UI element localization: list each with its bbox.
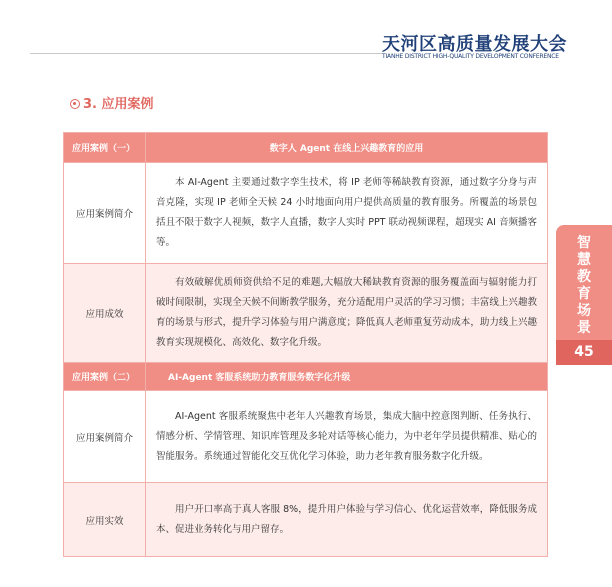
target-bullet-icon	[70, 99, 80, 109]
row-text: 本 AI-Agent 主要通过数字孪生技术，将 IP 老师等稀缺教育资源，通过数字分身与声音克隆，实现 IP 老师全天候 24 小时地面向用户提供高质量的教育服务。所覆盖的场景包括且不限于数字人视频，数字人直播，数字人实时 PPT 联动视频课程，超现实 AI 音频播客等。	[156, 177, 537, 248]
header-rule	[30, 53, 382, 54]
case-name: AI-Agent 客服系统助力教育服务数字化升级	[146, 363, 548, 391]
table-row	[64, 391, 548, 483]
row-text: AI-Agent 客服系统聚焦中老年人兴趣教育场景，集成大脑中控意图判断、任务执行、情感分析、学情管理、知识库管理及多轮对话等核心能力，为中老年学员提供精准、贴心的智能服务。系统通过智能化交互优化学习体验，助力老年教育服务数字化升级。	[156, 410, 537, 462]
chapter-char: 慧	[577, 252, 591, 268]
row-content	[146, 391, 548, 483]
section-title-text: 3. 应用案例	[83, 97, 154, 112]
section-title	[70, 93, 154, 112]
cases-table	[63, 132, 548, 557]
chapter-char: 景	[577, 320, 591, 336]
row-content	[146, 483, 548, 557]
chapter-char: 教	[577, 269, 591, 285]
case-label: 应用案例（二）	[64, 363, 146, 391]
page-number: 45	[556, 340, 612, 365]
row-label: 应用案例简介	[64, 391, 146, 483]
case-name: 数字人 Agent 在线上兴趣教育的应用	[146, 133, 548, 163]
row-label: 应用案例简介	[64, 163, 146, 264]
case-label: 应用案例（一）	[64, 133, 146, 163]
row-label: 应用成效	[64, 264, 146, 363]
row-label: 应用实效	[64, 483, 146, 557]
chapter-name	[556, 235, 612, 337]
row-text: 有效破解优质师资供给不足的难题,大幅放大稀缺教育资源的服务覆盖面与辐射能力打破时间限制，实现全天候不间断教学服务，充分适配用户灵活的学习习惯；丰富线上兴趣教育的场景与形式，提升学习体验与用户满意度；降低真人老师重复劳动成本，助力线上兴趣教育实现规模化、高效化、数字化升级。	[156, 277, 537, 348]
case-header-row	[64, 133, 548, 163]
conference-title: 天河区高质量发展大会	[382, 34, 567, 55]
conference-subtitle: TIANHE DISTRICT HIGH-QUALITY DEVELOPMENT CONFERENCE	[382, 53, 559, 60]
chapter-side-tab	[556, 225, 612, 357]
chapter-char: 场	[577, 303, 591, 319]
case-header-row	[64, 363, 548, 391]
chapter-char: 育	[577, 286, 591, 302]
row-text: 用户开口率高于真人客服 8%，提升用户体验与学习信心、优化运营效率，降低服务成本、促进业务转化与用户留存。	[156, 503, 537, 535]
chapter-char: 智	[577, 235, 591, 251]
table-row	[64, 163, 548, 264]
table-row	[64, 264, 548, 363]
row-content	[146, 264, 548, 363]
table-row	[64, 483, 548, 557]
row-content	[146, 163, 548, 264]
